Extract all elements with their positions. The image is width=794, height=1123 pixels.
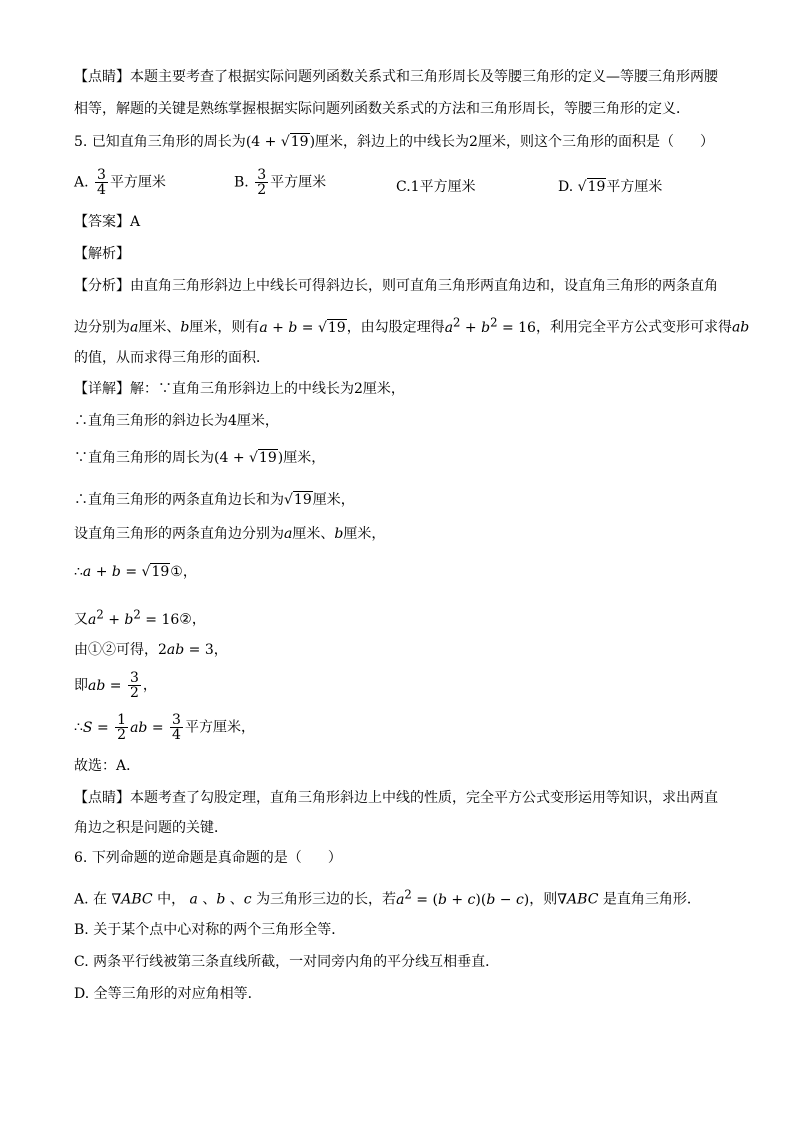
option-value: 1 bbox=[410, 179, 420, 195]
denominator: 4 bbox=[172, 727, 181, 743]
sqrt-19: √19 bbox=[280, 134, 309, 150]
var-b: b bbox=[180, 319, 190, 336]
equation: $a^2 = (b + c)(b - c)$ bbox=[396, 887, 530, 908]
note-paragraph-line-1 bbox=[74, 66, 734, 88]
sqrt-19: √19 bbox=[577, 179, 606, 195]
radicand: 19 bbox=[258, 450, 277, 466]
sides: a 、b 、c bbox=[189, 891, 252, 908]
detail-text: 即 bbox=[74, 677, 88, 694]
numerator: 3 bbox=[172, 712, 181, 728]
question-text: 厘米，斜边上的中线长为 bbox=[315, 134, 470, 150]
q6-option-c bbox=[74, 951, 734, 973]
detail-text: ∴ bbox=[74, 564, 83, 580]
numerator: 1 bbox=[117, 712, 127, 728]
radicand: 19 bbox=[293, 492, 312, 508]
analysis-text: 边分别为 bbox=[74, 319, 130, 336]
triangle-abc: ∇ABC bbox=[107, 891, 153, 908]
option-label: C. bbox=[396, 179, 411, 195]
option-text: 中， bbox=[157, 891, 186, 908]
question-6 bbox=[74, 847, 734, 869]
numerator: 3 bbox=[97, 167, 106, 183]
detail-text: 又 bbox=[74, 611, 88, 628]
option-c bbox=[396, 176, 476, 198]
analysis-text: 厘米、 bbox=[138, 319, 181, 336]
sqrt-19: √19 bbox=[141, 564, 170, 580]
question-text: ） bbox=[327, 850, 342, 866]
detail-text: 厘米， bbox=[343, 526, 386, 542]
detail-line-1 bbox=[74, 410, 734, 432]
note-text: 本题主要考查了根据实际问题列函数关系式和三角形周长及等腰三角形的定义—等腰三角形两腰 bbox=[130, 69, 718, 85]
question-text: ） bbox=[699, 134, 714, 150]
denominator: 2 bbox=[117, 727, 127, 743]
detail-text: ∴直角三角形的斜边长为 bbox=[74, 413, 228, 429]
detail-line-0 bbox=[74, 378, 734, 400]
math-expression: (4 + √19) bbox=[214, 450, 283, 466]
detail-text: 厘米， bbox=[312, 492, 355, 508]
fraction bbox=[170, 713, 183, 742]
detail-line-9 bbox=[74, 713, 734, 749]
option-text: 两条平行线被第三条直线所截，一对同旁内角的平分线互相垂直． bbox=[93, 954, 500, 970]
analysis-text: ，由勾股定理得 bbox=[346, 319, 445, 336]
numerator: 3 bbox=[257, 167, 267, 183]
equation: a + b = √19 bbox=[259, 320, 346, 336]
option-label: D. bbox=[74, 986, 90, 1002]
detail-text: 厘米、 bbox=[292, 526, 335, 542]
option-b bbox=[234, 168, 326, 197]
detail-text: 由①②可得， bbox=[74, 642, 158, 658]
analysis-sub-label: 【分析】 bbox=[74, 278, 130, 294]
math-text: (4 + bbox=[245, 134, 281, 150]
radicand: 19 bbox=[290, 134, 309, 150]
detail-text: ∴直角三角形的两条直角边长和为 bbox=[74, 492, 284, 508]
detail-text: ， bbox=[213, 642, 228, 658]
q6-option-a bbox=[74, 883, 734, 911]
equation: a + b = √19 bbox=[83, 564, 170, 580]
sqrt-19: √19 bbox=[317, 319, 346, 336]
math-text: 2 bbox=[354, 381, 363, 397]
fraction bbox=[115, 713, 128, 742]
option-label: B. bbox=[74, 922, 89, 938]
option-text: ，则 bbox=[529, 891, 558, 908]
detail-text: 厘米， bbox=[283, 450, 326, 466]
option-text: 关于某个点中心对称的两个三角形全等． bbox=[93, 922, 346, 938]
option-unit: 平方厘米 bbox=[606, 179, 663, 195]
fraction bbox=[95, 168, 108, 197]
note2-line-1 bbox=[74, 787, 734, 809]
detail-text: 解：∵直角三角形斜边上的中线长为 bbox=[130, 381, 354, 397]
detail-text: 厘米， bbox=[236, 413, 279, 429]
analysis-text: ，利用完全平方公式变形可求得 bbox=[535, 319, 732, 336]
analysis-line-2 bbox=[74, 311, 750, 339]
answer-line bbox=[74, 211, 734, 233]
answer-value: A bbox=[130, 214, 141, 230]
radicand: 19 bbox=[587, 179, 606, 195]
note-text: 相等，解题的关键是熟练掌握根据实际问题列函数关系式的方法和三角形周长，等腰三角形的定义． bbox=[74, 101, 690, 117]
note-text: 本题考查了勾股定理，直角三角形斜边上中线的性质，完全平方公式变形运用等知识，求出两直 bbox=[130, 790, 718, 806]
var-a: a bbox=[130, 319, 139, 336]
option-text: 是直角三角形． bbox=[602, 891, 701, 908]
question-text: 已知直角三角形的周长为 bbox=[91, 134, 246, 150]
numerator: 3 bbox=[129, 670, 139, 686]
denominator: 2 bbox=[257, 182, 267, 198]
math-text: 4 bbox=[228, 413, 237, 429]
question-5 bbox=[74, 131, 734, 153]
detail-text: ∵直角三角形的周长为 bbox=[74, 450, 214, 466]
note-text: 角边之积是问题的关键． bbox=[74, 820, 228, 836]
option-label: A. bbox=[74, 891, 89, 908]
analysis-text: 由直角三角形斜边上中线长可得斜边长，则可直角三角形两直角边和，设直角三角形的两条直角 bbox=[130, 278, 718, 294]
radicand: 19 bbox=[151, 564, 170, 580]
option-text: 为三角形三边的长，若 bbox=[256, 891, 397, 908]
detail-line-7 bbox=[74, 639, 734, 661]
q6-option-d bbox=[74, 983, 734, 1005]
option-unit: 平方厘米 bbox=[109, 174, 166, 191]
answer-label: 【答案】 bbox=[74, 214, 130, 230]
detail-line-6 bbox=[74, 603, 734, 631]
denominator: 4 bbox=[97, 182, 106, 198]
triangle-abc: ∇ABC bbox=[557, 891, 599, 908]
analysis-heading bbox=[74, 243, 734, 265]
detail-line-3 bbox=[74, 489, 734, 511]
math-text: 2 bbox=[469, 134, 478, 150]
option-label: D. bbox=[558, 179, 574, 195]
equation: $a^2 + b^2 = 16$ bbox=[88, 607, 180, 628]
analysis-line-1 bbox=[74, 275, 734, 297]
detail-line-5 bbox=[74, 561, 734, 583]
radicand: 19 bbox=[327, 319, 346, 336]
sqrt-19: √19 bbox=[249, 450, 277, 466]
fraction bbox=[128, 671, 141, 700]
fraction bbox=[255, 168, 268, 197]
detail-text: 厘米， bbox=[362, 381, 405, 397]
detail-text: ②， bbox=[179, 611, 206, 628]
var-ab: ab bbox=[731, 319, 750, 336]
detail-text: 平方厘米， bbox=[184, 719, 255, 736]
option-a bbox=[74, 168, 166, 197]
q6-option-b bbox=[74, 919, 734, 941]
detail-line-8 bbox=[74, 671, 734, 707]
equation: S = $\frac{1}{2}$ ab = $\frac{3}{4}$ bbox=[82, 712, 181, 743]
equation: 2ab = 3 bbox=[158, 642, 214, 658]
option-unit: 平方厘米 bbox=[419, 179, 476, 195]
question-number: 6. bbox=[74, 850, 88, 866]
equation: $a^2 + b^2 = 16$ bbox=[444, 315, 536, 336]
equation: ab = $\frac{3}{2}$ bbox=[88, 670, 139, 701]
option-label: B. bbox=[234, 174, 249, 191]
option-d bbox=[558, 176, 662, 198]
analysis-label: 【解析】 bbox=[74, 246, 130, 262]
question-text: 厘米，则这个三角形的面积是（ bbox=[477, 134, 674, 150]
question-text: 下列命题的逆命题是真命题的是（ bbox=[91, 850, 302, 866]
option-unit: 平方厘米 bbox=[270, 174, 327, 191]
options-row-q5 bbox=[74, 168, 734, 204]
note-label: 【点睛】 bbox=[74, 790, 130, 806]
detail-text: ， bbox=[142, 677, 157, 694]
option-text: 全等三角形的对应角相等． bbox=[93, 986, 262, 1002]
detail-line-10 bbox=[74, 755, 734, 777]
detail-line-4 bbox=[74, 523, 734, 545]
var-a: a bbox=[284, 526, 293, 542]
option-label: A. bbox=[74, 174, 89, 191]
sqrt-19: √19 bbox=[284, 492, 312, 508]
analysis-text: 的值，从而求得三角形的面积． bbox=[74, 350, 270, 366]
denominator: 2 bbox=[129, 685, 139, 701]
detail-text: ∴ bbox=[74, 719, 83, 736]
note2-line-2 bbox=[74, 817, 734, 839]
note-paragraph-line-2 bbox=[74, 98, 734, 120]
detail-line-2 bbox=[74, 447, 734, 469]
math-text: ) bbox=[309, 134, 316, 150]
option-text: 在 bbox=[93, 891, 108, 908]
option-label: C. bbox=[74, 954, 89, 970]
question-number: 5. bbox=[74, 134, 88, 150]
detail-label: 【详解】 bbox=[74, 381, 130, 397]
note-label: 【点睛】 bbox=[74, 69, 130, 85]
analysis-text: 厘米，则有 bbox=[189, 319, 260, 336]
analysis-line-3 bbox=[74, 347, 734, 369]
var-b: b bbox=[334, 526, 344, 542]
detail-text: 设直角三角形的两条直角边分别为 bbox=[74, 526, 284, 542]
detail-text: ①， bbox=[170, 564, 197, 580]
detail-text: 故选：A． bbox=[74, 758, 141, 774]
